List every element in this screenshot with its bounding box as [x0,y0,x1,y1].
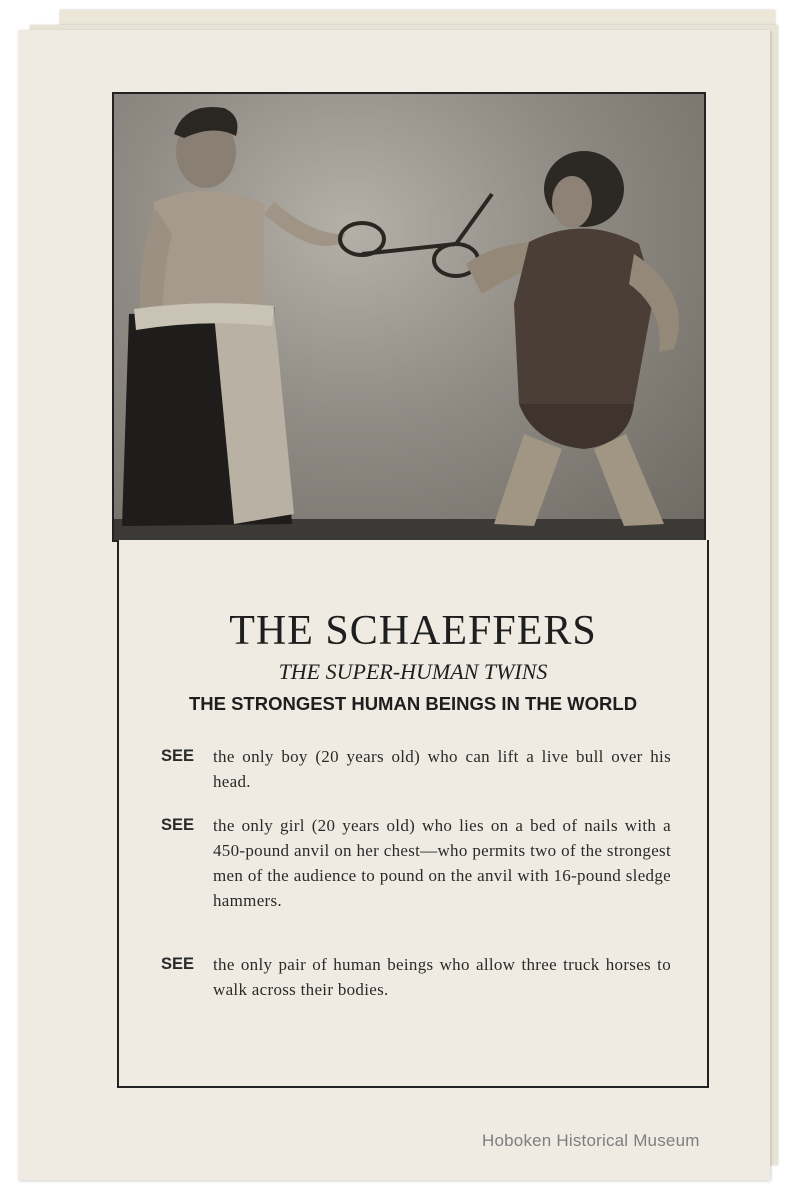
subtitle: THE SUPER-HUMAN TWINS [278,659,548,684]
see-item-girl [161,813,671,913]
see-text: the only pair of human beings who allow three truck horses to walk across their bodies. [213,955,671,999]
tagline: THE STRONGEST HUMAN BEINGS IN THE WORLD [188,693,638,714]
see-item-pair [161,952,671,1002]
photograph-strongman-twins [112,92,706,542]
see-keyword: SEE [161,955,195,973]
see-keyword: SEE [161,747,195,765]
museum-watermark: Hoboken Historical Museum [482,1131,700,1150]
woman-figure [466,151,679,526]
see-keyword: SEE [161,816,195,834]
photo-illustration [114,94,704,540]
see-item-boy [161,744,671,794]
see-text: the only boy (20 years old) who can lift a live bull over his head. [213,747,671,791]
see-text: the only girl (20 years old) who lies on a bed of nails with a 450-pound anvil on her chest—who permits two of the strongest men of the audience to pound on the anvil with 16-pound sledge hammers. [213,816,671,910]
page-title: THE SCHAEFFERS [229,608,597,654]
advertisement-text-box [117,540,709,1088]
man-figure [122,107,346,526]
